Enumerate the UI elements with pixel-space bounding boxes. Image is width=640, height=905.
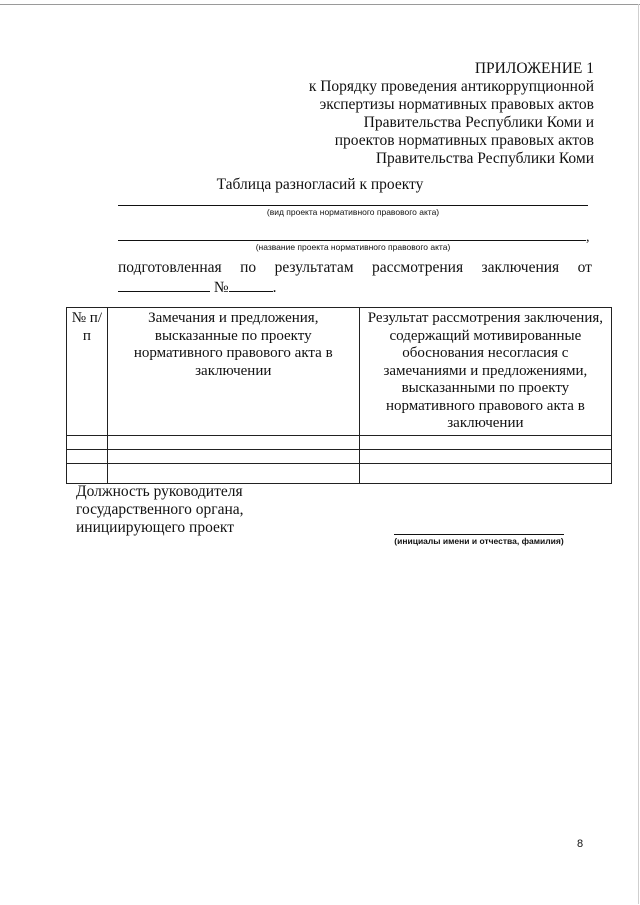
page-top-border — [0, 4, 640, 5]
table-row — [67, 435, 612, 449]
page-number: 8 — [577, 838, 584, 850]
sentence-end: . — [272, 279, 277, 296]
conclusion-date-number-line — [118, 277, 277, 297]
table-row — [67, 449, 612, 463]
number-sign: № — [213, 279, 229, 296]
appendix-line: Правительства Республики Коми и — [363, 114, 594, 131]
signature-line — [394, 534, 564, 535]
prepared-word: рассмотрения — [372, 259, 464, 276]
header-result: Результат рассмотрения заключения, содержащий мотивированные обоснования несогласия с замечаниями и предложениями, высказанными по проекту нормативного правового акта в заключении — [359, 308, 611, 436]
prepared-word: подготовленная — [118, 259, 222, 276]
table-cell — [359, 449, 611, 463]
table-header-row — [67, 308, 612, 436]
number-blank — [229, 277, 273, 292]
table-cell — [67, 463, 108, 483]
appendix-line: Правительства Республики Коми — [375, 150, 594, 167]
prepared-word: заключения — [481, 259, 560, 276]
table-cell — [107, 449, 359, 463]
header-number: № п/п — [67, 308, 108, 436]
appendix-line: ПРИЛОЖЕНИЕ 1 — [474, 60, 594, 77]
appendix-line: к Порядку проведения антикоррупционной — [308, 78, 594, 95]
table-cell — [359, 463, 611, 483]
appendix-line: проектов нормативных правовых актов — [334, 132, 594, 149]
prepared-word: по — [240, 259, 257, 276]
signatory-line: Должность руководителя — [76, 483, 243, 500]
table-cell — [359, 435, 611, 449]
document-title: Таблица разногласий к проекту — [216, 176, 424, 193]
table-row — [67, 463, 612, 483]
project-name-caption: (название проекта нормативного правового акта) — [255, 242, 451, 252]
project-type-line — [118, 205, 588, 206]
prepared-word: от — [577, 259, 592, 276]
prepared-word: результатам — [274, 259, 354, 276]
appendix-line: экспертизы нормативных правовых актов — [319, 96, 594, 113]
date-blank — [118, 277, 210, 292]
table-cell — [107, 435, 359, 449]
prepared-line — [118, 259, 592, 277]
header-remarks: Замечания и предложения, высказанные по проекту нормативного правового акта в заключении — [107, 308, 359, 436]
signatory-line: государственного органа, — [76, 501, 244, 518]
disagreements-table — [66, 307, 612, 484]
project-name-line — [118, 240, 586, 241]
table-cell — [67, 449, 108, 463]
table-cell — [107, 463, 359, 483]
appendix-heading — [234, 60, 594, 168]
signatory-line: инициирующего проект — [76, 519, 235, 536]
project-name-comma: , — [586, 230, 590, 245]
signatory-position — [76, 483, 244, 537]
table-cell — [67, 435, 108, 449]
project-type-caption: (вид проекта нормативного правового акта) — [266, 207, 440, 217]
page-right-border — [638, 4, 639, 904]
signature-caption: (инициалы имени и отчества, фамилия) — [394, 536, 564, 546]
